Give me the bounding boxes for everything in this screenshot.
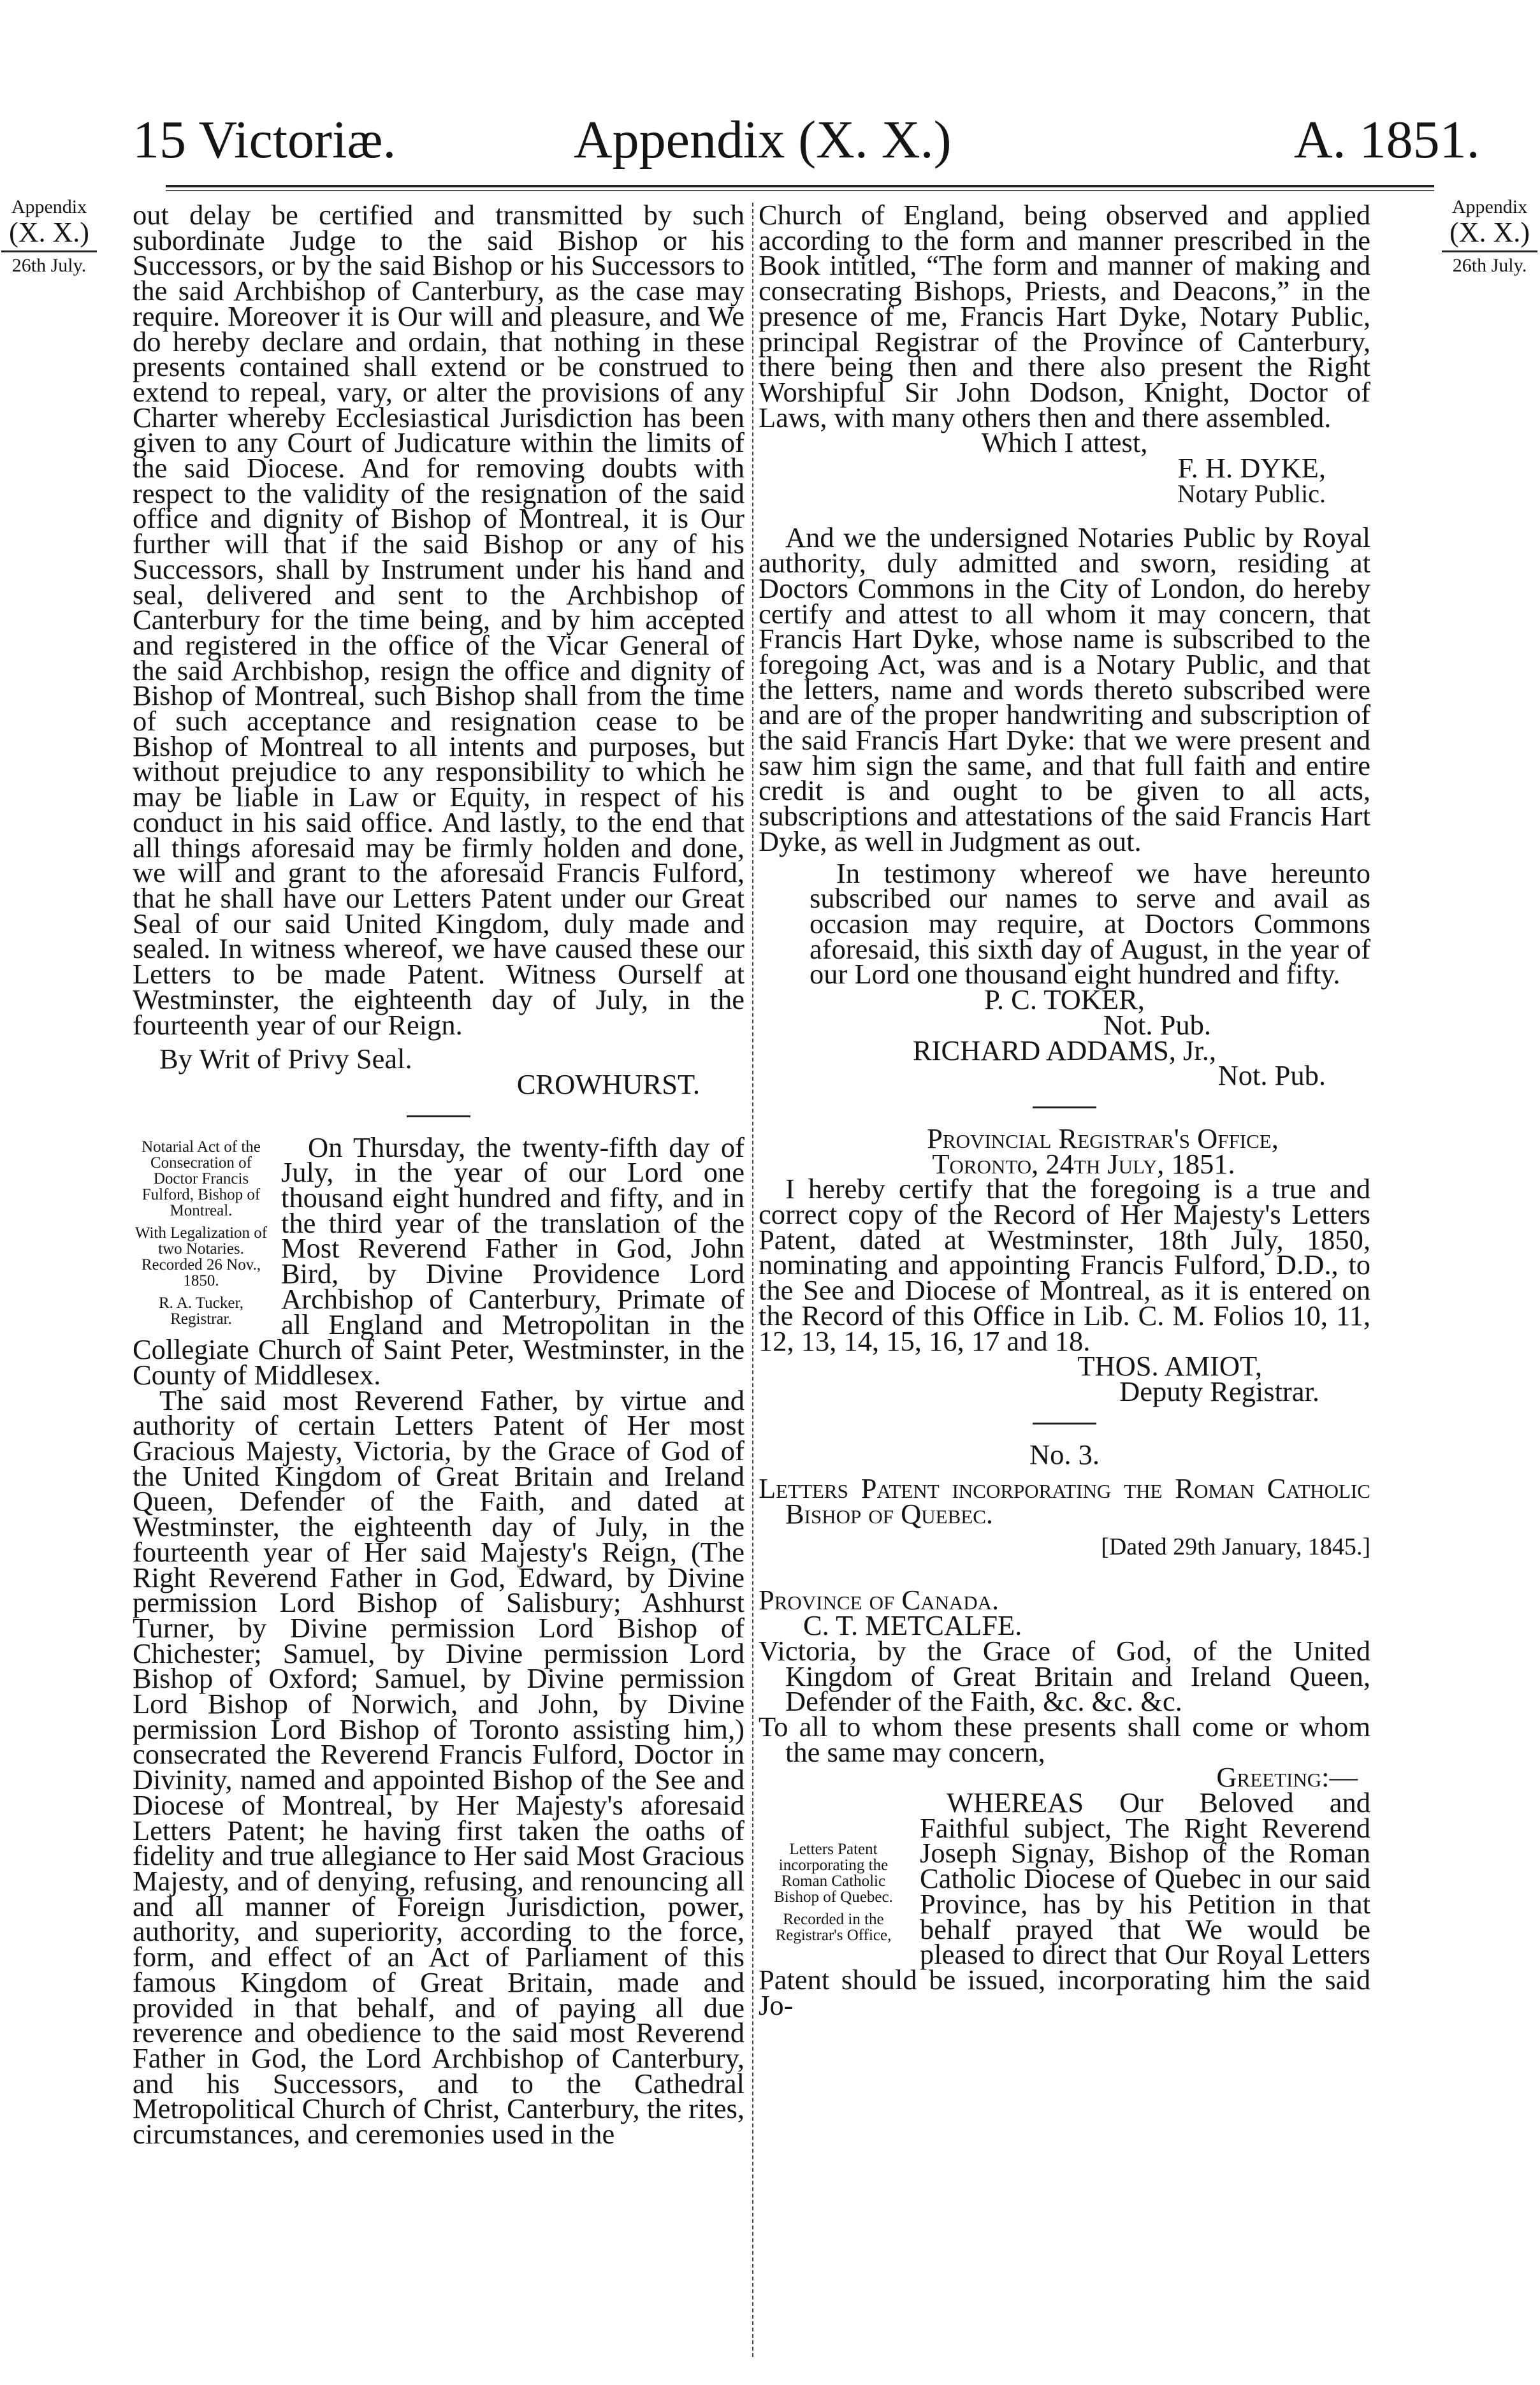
left-margin-appendix	[1, 196, 97, 276]
registrar-signature: THOS. AMIOT,	[1077, 1350, 1262, 1382]
letters-patent-heading: Letters Patent incorporating the Roman Catholic Bishop of Quebec.	[759, 1472, 1370, 1530]
notary-signature-1: P. C. TOKER,	[984, 983, 1145, 1016]
section-separator	[1033, 1423, 1096, 1424]
header-rule-thin	[166, 190, 1434, 191]
margin-appendix-ref: (X. X.)	[1449, 217, 1530, 248]
victoria-title-paragraph: Victoria, by the Grace of God, of the United Kingdom of Great Britain and Ireland Queen, Defender of the Faith, &c. &c. &c.	[759, 1634, 1370, 1718]
margin-appendix-word: Appendix	[1451, 196, 1528, 217]
running-head-left: 15 Victoriæ.	[133, 110, 396, 170]
consecration-date-paragraph: On Thursday, the twenty-fifth day of July, in the year of our Lord one thousand eight hundred and fifty, and in the third year of the translation of the Most Reverend Father in God, John Bird, by Divine Providence Lord Archbishop of Canterbury, Primate of all England and Metropolitan in the Collegiate Church of Saint Peter, Westminster, in the County of Middlesex.	[133, 1131, 745, 1391]
note-notarial-act: Notarial Act of the Consecration of Doctor Francis Fulford, Bishop of Montreal.	[142, 1138, 261, 1219]
registrar-office-heading: Provincial Registrar's Office,	[927, 1122, 1279, 1154]
registrar-office-place: Toronto, 24th July, 1851.	[932, 1147, 1235, 1180]
running-head-center: Appendix (X. X.)	[574, 110, 952, 170]
margin-brace	[1442, 250, 1537, 252]
right-column	[759, 199, 1370, 2021]
charter-paragraph: out delay be certified and transmitted by such subordinate Judge to the said Bishop or his Successors, or by the said Bishop or his Successors to the said Archbishop of Canterbury, as the case may require. Moreover it is Our will and pleasure, and We do hereby declare and ordain, that nothing in these presents contained shall extend or be construed to extend to repeal, vary, or alter the provisions of any Charter whereby Ecclesiastical Jurisdiction has been given to any Court of Judicature within the limits of the said Diocese. And for removing doubts with respect to the validity of the resignation of the said office and dignity of Bishop of Montreal, it is Our further will that if the said Bishop or any of his Successors, shall by Instrument under his hand and seal, delivered and sent to the Archbishop of Canterbury for the time being, and by him accepted and registered in the office of the Vicar General of the said Archbishop, resign the office and dignity of Bishop of Montreal, such Bishop shall from the time of such acceptance and resignation cease to be Bishop of Montreal to all intents and purposes, but without prejudice to any responsibility to which he may be liable in Law or Equity, in respect of his conduct in his said office. And lastly, to the end that all things aforesaid may be firmly holden and done, we will and grant to the aforesaid Francis Fulford, that he shall have our Letters Patent under our Great Seal of our said United Kingdom, duly made and sealed. In witness whereof, we have caused these our Letters to be made Patent. Witness Ourself at Westminster, the eighteenth day of July, in the fourteenth year of our Reign.	[133, 199, 745, 1041]
whereas-paragraph: WHEREAS Our Beloved and Faithful subject, The Right Reverend Joseph Signay, Bishop of the Roman Catholic Diocese of Quebec in our said Province, has by his Petition in that behalf prayed that We would be pleased to direct that Our Royal Letters Patent should be issued, incorporating him the said Jo-	[759, 1787, 1370, 2021]
header-rule	[166, 185, 1434, 187]
continuation-paragraph: Church of England, being observed and applied according to the form and manner prescribed in the Book intitled, “The form and manner of making and consecrating Bishops, Priests, and Deacons,” in the presence of me, Francis Hart Dyke, Notary Public, principal Registrar of the Province of Canterbury, there being then and there also present the Right Worshipful Sir John Dodson, Knight, Doctor of Laws, with many others then and there assembled.	[759, 199, 1370, 433]
margin-appendix-word: Appendix	[11, 196, 87, 217]
running-head-right: A. 1851.	[1294, 110, 1480, 170]
left-column	[133, 199, 745, 2150]
notary-title-2: Not. Pub.	[1217, 1059, 1326, 1092]
notary-title-1: Not. Pub.	[1103, 1008, 1211, 1041]
document-number: No. 3.	[1029, 1438, 1100, 1470]
margin-note-letters-patent	[759, 1841, 908, 1950]
right-margin-appendix	[1442, 196, 1537, 276]
dated-note: [Dated 29th January, 1845.]	[1101, 1533, 1370, 1560]
margin-brace	[1, 250, 97, 252]
testimony-paragraph: In testimony whereof we have hereunto subscribed our names to serve and avail as occasion may require, at Doctors Commons aforesaid, this sixth day of August, in the year of our Lord one thousand eight hundred and fifty.	[810, 857, 1370, 990]
writ-signature: CROWHURST.	[516, 1068, 700, 1100]
attest-signature: F. H. DYKE,	[1177, 452, 1326, 484]
certification-paragraph: I hereby certify that the foregoing is a true and correct copy of the Record of Her Majesty's Letters Patent, dated at Westminster, 18th July, 1850, nominating and appointing Francis Fulford, D.D., to the See and Diocese of Montreal, as it is entered on the Record of this Office in Lib. C. M. Folios 10, 11, 12, 13, 14, 15, 16, 17 and 18.	[759, 1173, 1370, 1357]
note-legalization: With Legalization of two Notaries. Recorded 26 Nov., 1850.	[134, 1224, 268, 1289]
margin-appendix-ref: (X. X.)	[9, 217, 89, 248]
greeting-line: Greeting:—	[1216, 1761, 1358, 1794]
to-all-paragraph: To all to whom these presents shall come or whom the same may concern,	[759, 1710, 1370, 1768]
attest-title: Notary Public.	[1177, 479, 1326, 508]
margin-note-notarial-act	[133, 1139, 270, 1333]
section-separator	[407, 1115, 470, 1117]
note-recorded: Recorded in the Registrar's Office,	[775, 1911, 892, 1945]
section-separator	[1033, 1106, 1096, 1108]
attest-line: Which I attest,	[981, 426, 1148, 459]
note-registrar: R. A. Tucker, Registrar.	[158, 1294, 244, 1328]
margin-date: 26th July.	[11, 255, 87, 277]
notaries-paragraph: And we the undersigned Notaries Public by Royal authority, duly admitted and sworn, residing at Doctors Commons in the City of London, do hereby certify and attest to all whom it may concern, that Francis Hart Dyke, whose name is subscribed to the foregoing Act, was and is a Notary Public, and that the letters, name and words thereto subscribed were and are of the proper handwriting and subscription of the said Francis Hart Dyke: that we were present and saw him sign the same, and that full faith and entire credit is and ought to be given to all acts, subscriptions and attestations of the said Francis Hart Dyke, as well in Judgment as out.	[759, 521, 1370, 857]
province-line: Province of Canada.	[759, 1584, 999, 1616]
governor-signature: C. T. METCALFE.	[803, 1609, 1022, 1642]
column-divider	[752, 203, 753, 2357]
margin-date: 26th July.	[1452, 255, 1527, 277]
registrar-title: Deputy Registrar.	[1119, 1375, 1319, 1407]
writ-line: By Writ of Privy Seal.	[159, 1043, 412, 1075]
note-letters-patent: Letters Patent incorporating the Roman Catholic Bishop of Quebec.	[774, 1841, 893, 1906]
notary-signature-2: RICHARD ADDAMS, Jr.,	[913, 1034, 1216, 1066]
consecration-paragraph: The said most Reverend Father, by virtue and authority of certain Letters Patent of Her most Gracious Majesty, Victoria, by the Grace of God of the United Kingdom of Great Britain and Ireland Queen, Defender of the Faith, and dated at Westminster, the eighteenth day of July, in the fourteenth year of Her said Majesty's Reign, (The Right Reverend Father in God, Edward, by Divine permission Lord Bishop of Salisbury; Ashhurst Turner, by Divine permission Lord Bishop of Chichester; Samuel, by Divine permission Lord Bishop of Oxford; Samuel, by Divine permission Lord Bishop of Norwich, and John, by Divine permission Lord Bishop of Toronto assisting him,) consecrated the Reverend Francis Fulford, Doctor in Divinity, named and appointed Bishop of the See and Diocese of Montreal, by Her Majesty's aforesaid Letters Patent; he having first taken the oaths of fidelity and true allegiance to Her said Most Gracious Majesty, and of denying, refusing, and renouncing all and all manner of Foreign Jurisdiction, power, authority, and superiority, according to the force, form, and effect of an Act of Parliament of this famous Kingdom of Great Britain, made and provided in that behalf, and of paying all due reverence and obedience to the said most Reverend Father in God, the Lord Archbishop of Canterbury, and his Successors, and to the Cathedral Metropolitical Church of Christ, Canterbury, the rites, circumstances, and ceremonies used in the	[133, 1384, 745, 2150]
